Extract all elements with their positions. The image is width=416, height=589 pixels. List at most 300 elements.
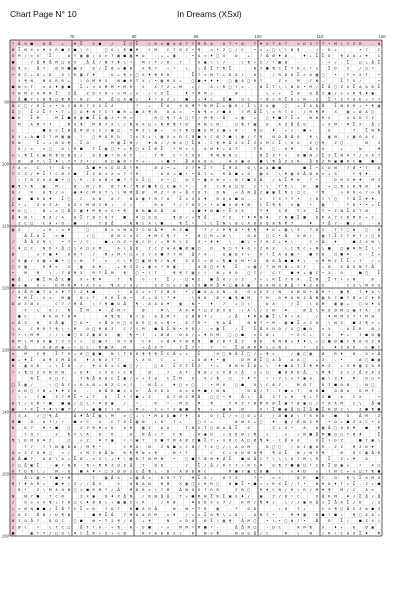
stitch-symbol: \ bbox=[279, 171, 282, 176]
stitch-symbol: ♦ bbox=[334, 345, 337, 350]
stitch-symbol: Δ bbox=[167, 493, 170, 498]
stitch-symbol: 7 bbox=[359, 332, 362, 337]
stitch-symbol: X bbox=[99, 84, 102, 89]
stitch-symbol: A bbox=[341, 500, 344, 505]
stitch-symbol: Δ bbox=[285, 233, 288, 238]
stitch-symbol: • bbox=[254, 47, 256, 52]
row-number-label: 100 bbox=[2, 162, 10, 167]
stitch-symbol: ¶ bbox=[179, 431, 181, 436]
stitch-symbol: / bbox=[241, 103, 244, 108]
stitch-symbol: D bbox=[285, 72, 288, 77]
stitch-symbol: - bbox=[161, 469, 163, 474]
stitch-symbol: X bbox=[49, 47, 52, 52]
stitch-symbol: O bbox=[161, 388, 164, 393]
stitch-symbol: R bbox=[303, 183, 306, 188]
stitch-symbol: Σ bbox=[341, 78, 344, 83]
stitch-symbol: □ bbox=[142, 214, 145, 219]
stitch-symbol: O bbox=[272, 227, 275, 232]
stitch-symbol: 7 bbox=[204, 171, 207, 176]
stitch-symbol: X bbox=[99, 419, 102, 424]
stitch-symbol: N bbox=[12, 363, 15, 368]
stitch-symbol: R bbox=[62, 78, 65, 83]
stitch-symbol: ◇ bbox=[285, 345, 288, 350]
stitch-symbol: C bbox=[204, 419, 207, 424]
stitch-symbol: / bbox=[186, 214, 189, 219]
stitch-symbol: C bbox=[86, 345, 89, 350]
stitch-symbol: O bbox=[24, 518, 27, 523]
stitch-symbol: T bbox=[155, 276, 158, 281]
stitch-symbol: \ bbox=[272, 456, 275, 461]
stitch-symbol: • bbox=[74, 239, 76, 244]
stitch-symbol: X bbox=[167, 134, 170, 139]
stitch-symbol: / bbox=[18, 190, 21, 195]
stitch-symbol: + bbox=[117, 369, 120, 374]
stitch-symbol: 7 bbox=[161, 431, 164, 436]
stitch-symbol: • bbox=[272, 512, 274, 517]
stitch-symbol: ¶ bbox=[254, 128, 256, 133]
stitch-symbol: ♦ bbox=[303, 53, 306, 58]
stitch-symbol: - bbox=[86, 388, 88, 393]
stitch-symbol: Z bbox=[142, 134, 145, 139]
column-number-label: 100 bbox=[254, 34, 262, 39]
stitch-symbol: 7 bbox=[12, 41, 15, 46]
stitch-symbol: A bbox=[192, 159, 195, 164]
stitch-symbol: Σ bbox=[37, 140, 40, 145]
stitch-symbol: Z bbox=[285, 121, 288, 126]
stitch-symbol: Z bbox=[359, 407, 362, 412]
stitch-symbol: Z bbox=[148, 425, 151, 430]
stitch-symbol: □ bbox=[341, 506, 344, 511]
stitch-symbol: Σ bbox=[80, 307, 83, 312]
stitch-symbol: + bbox=[161, 128, 164, 133]
stitch-symbol: ■ bbox=[74, 419, 77, 424]
stitch-symbol: ♦ bbox=[334, 481, 337, 486]
stitch-symbol: ♦ bbox=[74, 41, 77, 46]
stitch-symbol: A bbox=[266, 283, 269, 288]
stitch-symbol: Δ bbox=[217, 283, 220, 288]
stitch-symbol: + bbox=[155, 332, 158, 337]
stitch-symbol: C bbox=[365, 419, 368, 424]
stitch-symbol: N bbox=[210, 72, 213, 77]
stitch-symbol: Ø bbox=[80, 351, 83, 356]
stitch-symbol: Σ bbox=[55, 90, 58, 95]
stitch-symbol: / bbox=[334, 59, 337, 64]
stitch-symbol: A bbox=[353, 115, 356, 120]
stitch-symbol: / bbox=[248, 493, 251, 498]
stitch-symbol: • bbox=[18, 332, 20, 337]
stitch-symbol: X bbox=[31, 407, 34, 412]
stitch-symbol: 7 bbox=[347, 41, 350, 46]
stitch-symbol: \ bbox=[322, 245, 325, 250]
stitch-symbol: / bbox=[62, 419, 65, 424]
stitch-symbol: C bbox=[24, 221, 27, 226]
stitch-symbol: Δ bbox=[291, 134, 294, 139]
stitch-symbol: + bbox=[241, 307, 244, 312]
stitch-symbol: + bbox=[130, 475, 133, 480]
stitch-symbol: ◇ bbox=[99, 320, 102, 325]
stitch-symbol: Σ bbox=[248, 103, 251, 108]
stitch-symbol: ▣ bbox=[241, 159, 244, 164]
stitch-symbol: O bbox=[161, 301, 164, 306]
stitch-symbol: R bbox=[347, 159, 350, 164]
stitch-symbol: X bbox=[198, 487, 201, 492]
stitch-symbol: Z bbox=[341, 438, 344, 443]
stitch-symbol: T bbox=[359, 314, 362, 319]
stitch-symbol: X bbox=[291, 202, 294, 207]
stitch-symbol: Σ bbox=[316, 208, 319, 213]
stitch-symbol: Δ bbox=[68, 357, 71, 362]
stitch-symbol: ■ bbox=[105, 239, 108, 244]
stitch-symbol: N bbox=[260, 512, 263, 517]
stitch-symbol: Σ bbox=[365, 245, 368, 250]
stitch-symbol: □ bbox=[359, 59, 362, 64]
stitch-symbol: 7 bbox=[24, 177, 27, 182]
stitch-symbol: M bbox=[167, 121, 170, 126]
stitch-symbol: / bbox=[68, 301, 71, 306]
stitch-symbol: ♦ bbox=[161, 307, 164, 312]
stitch-symbol: ♦ bbox=[55, 252, 58, 257]
stitch-symbol: M bbox=[49, 276, 52, 281]
stitch-symbol: X bbox=[365, 351, 368, 356]
stitch-symbol: R bbox=[93, 270, 96, 275]
stitch-symbol: 7 bbox=[105, 438, 108, 443]
stitch-symbol: X bbox=[130, 283, 133, 288]
stitch-symbol: ♦ bbox=[347, 493, 350, 498]
stitch-symbol: □ bbox=[303, 351, 306, 356]
column-number-label: 110 bbox=[317, 34, 324, 39]
stitch-symbol: Ø bbox=[204, 357, 207, 362]
stitch-symbol: 7 bbox=[223, 301, 226, 306]
stitch-symbol: Σ bbox=[285, 450, 288, 455]
stitch-symbol: + bbox=[272, 90, 275, 95]
stitch-symbol: D bbox=[161, 363, 164, 368]
stitch-symbol: C bbox=[260, 456, 263, 461]
stitch-symbol: ◇ bbox=[372, 190, 375, 195]
stitch-symbol: D bbox=[55, 512, 58, 517]
stitch-symbol: Δ bbox=[235, 338, 238, 343]
stitch-symbol: R bbox=[74, 252, 77, 257]
stitch-symbol: O bbox=[167, 475, 170, 480]
stitch-symbol: □ bbox=[347, 307, 350, 312]
stitch-symbol: • bbox=[217, 357, 219, 362]
stitch-symbol: Z bbox=[136, 289, 139, 294]
stitch-symbol: Σ bbox=[310, 165, 313, 170]
stitch-symbol: ¶ bbox=[365, 320, 367, 325]
stitch-symbol: ◇ bbox=[223, 177, 226, 182]
stitch-symbol: - bbox=[359, 351, 361, 356]
stitch-symbol: 7 bbox=[347, 295, 350, 300]
stitch-symbol: R bbox=[93, 487, 96, 492]
stitch-symbol: / bbox=[49, 506, 52, 511]
stitch-symbol: • bbox=[341, 357, 343, 362]
stitch-symbol: ◇ bbox=[117, 531, 120, 536]
stitch-symbol: M bbox=[260, 400, 263, 405]
stitch-symbol: ◇ bbox=[49, 103, 52, 108]
stitch-symbol: - bbox=[105, 307, 107, 312]
stitch-symbol: - bbox=[266, 524, 268, 529]
stitch-symbol: / bbox=[24, 146, 27, 151]
stitch-symbol: ◇ bbox=[24, 66, 27, 71]
stitch-symbol: ◇ bbox=[316, 258, 319, 263]
stitch-symbol: R bbox=[130, 524, 133, 529]
stitch-symbol: - bbox=[341, 59, 343, 64]
stitch-symbol: • bbox=[148, 413, 150, 418]
stitch-symbol: • bbox=[186, 233, 188, 238]
stitch-symbol: T bbox=[49, 165, 52, 170]
stitch-symbol: ¶ bbox=[68, 140, 70, 145]
stitch-symbol: ♦ bbox=[204, 78, 207, 83]
stitch-symbol: Ø bbox=[229, 481, 232, 486]
stitch-symbol: \ bbox=[43, 487, 46, 492]
stitch-symbol: X bbox=[359, 72, 362, 77]
stitch-symbol: ◇ bbox=[86, 295, 89, 300]
stitch-symbol: / bbox=[12, 258, 15, 263]
stitch-symbol: Δ bbox=[18, 41, 21, 46]
stitch-symbol: Z bbox=[303, 295, 306, 300]
stitch-symbol: A bbox=[353, 97, 356, 102]
stitch-symbol: ¶ bbox=[31, 469, 33, 474]
stitch-symbol: O bbox=[62, 140, 65, 145]
stitch-symbol: / bbox=[210, 475, 213, 480]
stitch-symbol: A bbox=[93, 196, 96, 201]
stitch-symbol: R bbox=[328, 493, 331, 498]
stitch-symbol: + bbox=[341, 276, 344, 281]
stitch-symbol: X bbox=[341, 264, 344, 269]
stitch-symbol: M bbox=[55, 134, 58, 139]
stitch-symbol: ■ bbox=[31, 41, 34, 46]
stitch-symbol: ¶ bbox=[136, 183, 138, 188]
stitch-symbol: X bbox=[43, 369, 46, 374]
stitch-symbol: ¶ bbox=[62, 97, 64, 102]
stitch-symbol: X bbox=[86, 283, 89, 288]
stitch-symbol: O bbox=[316, 444, 319, 449]
stitch-symbol: Z bbox=[316, 345, 319, 350]
stitch-symbol: Ø bbox=[334, 407, 337, 412]
stitch-symbol: 7 bbox=[192, 165, 195, 170]
stitch-symbol: ▣ bbox=[99, 413, 102, 418]
stitch-symbol: ▣ bbox=[223, 518, 226, 523]
stitch-symbol: - bbox=[74, 363, 76, 368]
stitch-symbol: T bbox=[359, 258, 362, 263]
stitch-symbol: M bbox=[37, 400, 40, 405]
stitch-symbol: R bbox=[37, 481, 40, 486]
stitch-symbol: O bbox=[86, 140, 89, 145]
stitch-symbol: Δ bbox=[316, 518, 319, 523]
stitch-symbol: \ bbox=[12, 326, 15, 331]
stitch-symbol: T bbox=[192, 115, 195, 120]
stitch-symbol: R bbox=[310, 500, 313, 505]
stitch-symbol: Σ bbox=[210, 493, 213, 498]
stitch-symbol: D bbox=[334, 66, 337, 71]
stitch-symbol: N bbox=[334, 320, 337, 325]
stitch-symbol: D bbox=[303, 469, 306, 474]
stitch-symbol: Ø bbox=[285, 53, 288, 58]
stitch-symbol: ♦ bbox=[37, 171, 40, 176]
stitch-symbol: ▣ bbox=[229, 103, 232, 108]
stitch-symbol: ■ bbox=[37, 506, 40, 511]
stitch-symbol: • bbox=[297, 283, 299, 288]
stitch-symbol: ◇ bbox=[80, 450, 83, 455]
stitch-symbol: D bbox=[378, 165, 381, 170]
stitch-symbol: R bbox=[254, 345, 257, 350]
stitch-symbol: ¶ bbox=[155, 450, 157, 455]
stitch-symbol: C bbox=[99, 128, 102, 133]
stitch-symbol: 7 bbox=[260, 239, 263, 244]
stitch-symbol: Σ bbox=[353, 84, 356, 89]
stitch-symbol: Ø bbox=[248, 450, 251, 455]
stitch-symbol: + bbox=[49, 388, 52, 393]
stitch-symbol: Z bbox=[24, 512, 27, 517]
stitch-symbol: X bbox=[167, 388, 170, 393]
stitch-symbol: X bbox=[130, 320, 133, 325]
stitch-symbol: • bbox=[210, 524, 212, 529]
stitch-symbol: ¶ bbox=[359, 90, 361, 95]
stitch-symbol: ▣ bbox=[248, 283, 251, 288]
stitch-symbol: ▣ bbox=[266, 190, 269, 195]
stitch-symbol: O bbox=[37, 438, 40, 443]
stitch-symbol: ■ bbox=[310, 252, 313, 257]
stitch-symbol: R bbox=[223, 462, 226, 467]
stitch-symbol: Σ bbox=[74, 456, 77, 461]
stitch-symbol: A bbox=[142, 512, 145, 517]
stitch-symbol: A bbox=[18, 512, 21, 517]
stitch-symbol: Z bbox=[365, 518, 368, 523]
stitch-symbol: D bbox=[353, 524, 356, 529]
stitch-symbol: - bbox=[241, 128, 243, 133]
stitch-symbol: ■ bbox=[229, 134, 232, 139]
stitch-symbol: O bbox=[328, 165, 331, 170]
stitch-symbol: □ bbox=[198, 419, 201, 424]
stitch-symbol: \ bbox=[142, 221, 145, 226]
stitch-symbol: / bbox=[86, 221, 89, 226]
stitch-symbol: M bbox=[167, 78, 170, 83]
stitch-symbol: 7 bbox=[161, 84, 164, 89]
stitch-symbol: ■ bbox=[303, 128, 306, 133]
stitch-symbol: ◇ bbox=[18, 450, 21, 455]
stitch-symbol: C bbox=[86, 190, 89, 195]
stitch-symbol: □ bbox=[229, 47, 232, 52]
stitch-symbol: T bbox=[266, 388, 269, 393]
stitch-symbol: Δ bbox=[86, 165, 89, 170]
stitch-symbol: C bbox=[167, 351, 170, 356]
stitch-symbol: N bbox=[359, 146, 362, 151]
stitch-symbol: ▣ bbox=[217, 506, 220, 511]
stitch-symbol: C bbox=[210, 221, 213, 226]
stitch-symbol: ■ bbox=[179, 171, 182, 176]
stitch-symbol: 7 bbox=[105, 121, 108, 126]
stitch-symbol: C bbox=[62, 276, 65, 281]
stitch-symbol: Δ bbox=[37, 59, 40, 64]
stitch-symbol: + bbox=[223, 146, 226, 151]
stitch-symbol: ¶ bbox=[55, 326, 57, 331]
stitch-symbol: ¶ bbox=[341, 183, 343, 188]
stitch-symbol: + bbox=[223, 431, 226, 436]
stitch-symbol: Z bbox=[372, 115, 375, 120]
stitch-symbol: • bbox=[266, 376, 268, 381]
stitch-symbol: ¶ bbox=[68, 121, 70, 126]
stitch-symbol: 7 bbox=[334, 295, 337, 300]
stitch-symbol: N bbox=[148, 382, 151, 387]
stitch-symbol: A bbox=[99, 97, 102, 102]
stitch-symbol: + bbox=[223, 103, 226, 108]
stitch-symbol: ♦ bbox=[266, 208, 269, 213]
stitch-symbol: • bbox=[124, 252, 126, 257]
stitch-symbol: 7 bbox=[341, 227, 344, 232]
stitch-symbol: R bbox=[80, 382, 83, 387]
stitch-symbol: Σ bbox=[198, 351, 201, 356]
stitch-symbol: Δ bbox=[328, 425, 331, 430]
stitch-symbol: A bbox=[279, 121, 282, 126]
stitch-symbol: ▣ bbox=[80, 115, 83, 120]
stitch-symbol: □ bbox=[192, 382, 195, 387]
stitch-symbol: N bbox=[210, 208, 213, 213]
stitch-symbol: Σ bbox=[43, 103, 46, 108]
stitch-symbol: D bbox=[93, 506, 96, 511]
stitch-symbol: Σ bbox=[378, 202, 381, 207]
stitch-symbol: R bbox=[378, 295, 381, 300]
stitch-symbol: - bbox=[74, 227, 76, 232]
stitch-symbol: - bbox=[111, 264, 113, 269]
stitch-symbol: Ø bbox=[18, 159, 21, 164]
stitch-symbol: ▣ bbox=[260, 171, 263, 176]
stitch-symbol: ■ bbox=[235, 171, 238, 176]
stitch-symbol: ■ bbox=[31, 196, 34, 201]
stitch-symbol: R bbox=[155, 115, 158, 120]
stitch-symbol: ◇ bbox=[198, 512, 201, 517]
stitch-symbol: Z bbox=[179, 363, 182, 368]
stitch-symbol: D bbox=[279, 134, 282, 139]
stitch-symbol: D bbox=[24, 425, 27, 430]
stitch-symbol: ¶ bbox=[285, 190, 287, 195]
stitch-symbol: • bbox=[192, 47, 194, 52]
stitch-symbol: ▣ bbox=[204, 59, 207, 64]
stitch-symbol: M bbox=[62, 283, 65, 288]
stitch-symbol: X bbox=[37, 301, 40, 306]
stitch-symbol: Ø bbox=[310, 171, 313, 176]
stitch-symbol: T bbox=[18, 469, 21, 474]
stitch-symbol: Z bbox=[260, 190, 263, 195]
stitch-symbol: + bbox=[347, 469, 350, 474]
stitch-symbol: / bbox=[105, 128, 108, 133]
stitch-symbol: Ø bbox=[130, 338, 133, 343]
stitch-symbol: A bbox=[297, 314, 300, 319]
stitch-symbol: C bbox=[223, 450, 226, 455]
stitch-symbol: Σ bbox=[334, 103, 337, 108]
stitch-symbol: Δ bbox=[254, 109, 257, 114]
stitch-symbol: Δ bbox=[111, 512, 114, 517]
stitch-symbol: □ bbox=[136, 270, 139, 275]
stitch-symbol: ¶ bbox=[260, 438, 262, 443]
stitch-symbol: 7 bbox=[365, 47, 368, 52]
stitch-symbol: ■ bbox=[62, 400, 65, 405]
stitch-symbol: Ø bbox=[99, 196, 102, 201]
stitch-symbol: - bbox=[142, 382, 144, 387]
stitch-symbol: ♦ bbox=[86, 357, 89, 362]
stitch-symbol: ■ bbox=[359, 159, 362, 164]
stitch-symbol: + bbox=[117, 72, 120, 77]
stitch-symbol: T bbox=[291, 400, 294, 405]
stitch-symbol: Σ bbox=[347, 208, 350, 213]
stitch-symbol: \ bbox=[74, 245, 77, 250]
stitch-symbol: N bbox=[365, 183, 368, 188]
stitch-symbol: A bbox=[86, 431, 89, 436]
stitch-symbol: M bbox=[142, 59, 145, 64]
stitch-symbol: ■ bbox=[130, 47, 133, 52]
stitch-symbol: A bbox=[241, 41, 244, 46]
stitch-symbol: ■ bbox=[378, 481, 381, 486]
stitch-symbol: C bbox=[167, 47, 170, 52]
stitch-symbol: ▣ bbox=[117, 332, 120, 337]
